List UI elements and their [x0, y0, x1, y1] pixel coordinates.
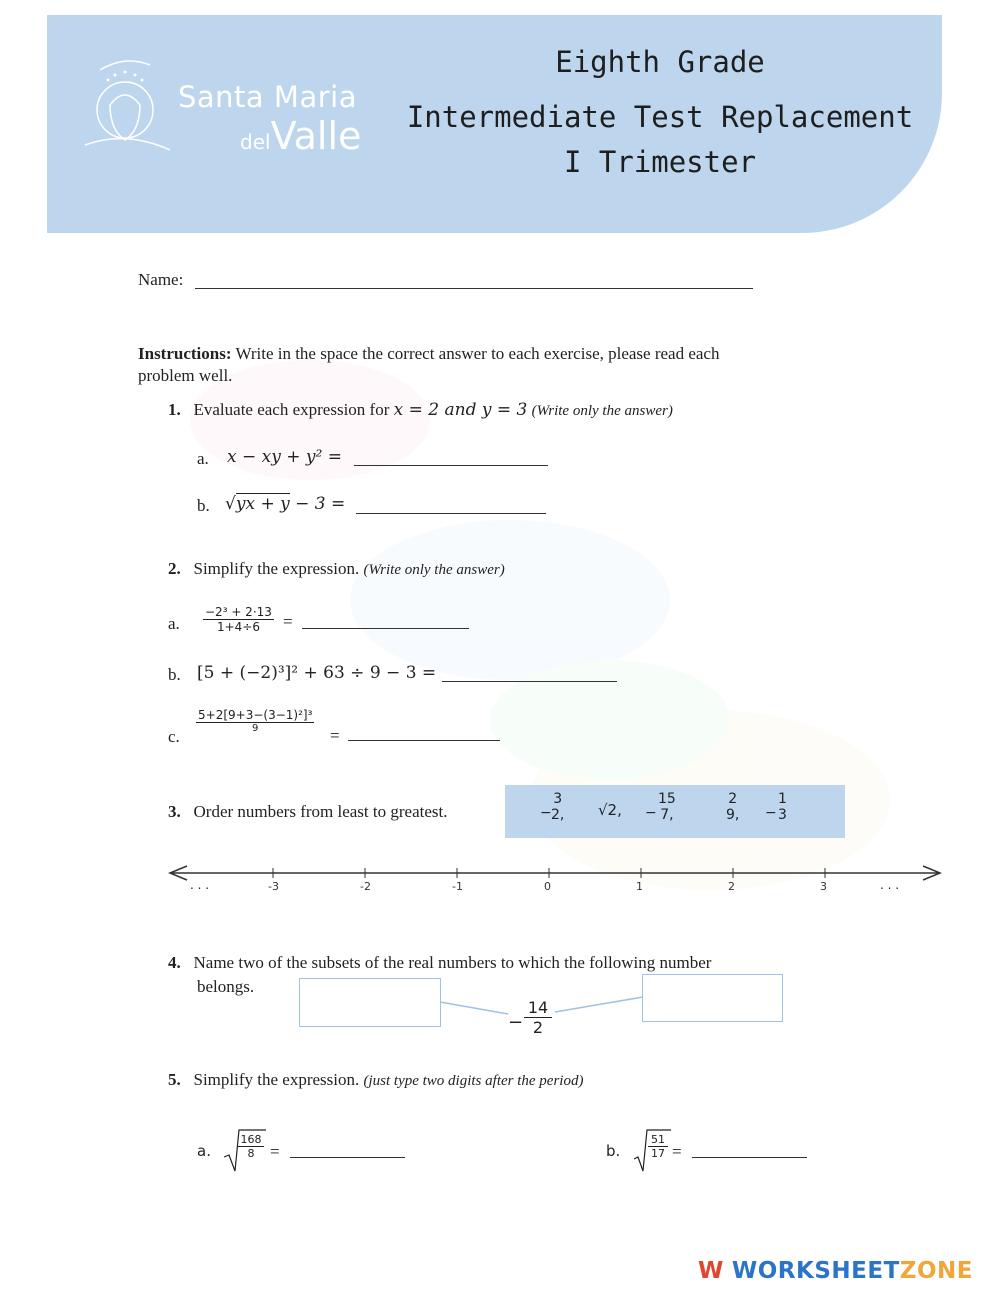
q2a-numerator: −2³ + 2·13 [205, 605, 272, 619]
q2a-answer-field[interactable] [302, 628, 469, 629]
q2-note: (Write only the answer) [363, 562, 505, 578]
q1b-tail: − 3 = [295, 494, 346, 514]
order-number-sign: − [645, 805, 657, 821]
q2b-label: b. [168, 665, 181, 684]
q2a-fraction [203, 605, 274, 634]
q5b-numerator: 51 [648, 1133, 668, 1147]
worksheetzone-logo[interactable] [698, 1258, 973, 1284]
school-del: del [240, 130, 271, 154]
order-number-denominator: 9, [726, 807, 740, 823]
q2a-label: a. [168, 614, 180, 633]
number-line-ellipsis-left: . . . [190, 878, 210, 892]
order-number-sign: − [540, 805, 552, 821]
order-number-numerator: 1 [778, 791, 787, 807]
q5-heading [168, 1070, 583, 1090]
q2a-denominator: 1+4÷6 [216, 620, 260, 634]
order-number-fraction [551, 791, 564, 823]
q4-answer-box-1[interactable] [299, 978, 441, 1027]
order-number-denominator: 2, [551, 807, 565, 823]
order-number-sign: − [765, 805, 777, 821]
instructions-label: Instructions: [138, 344, 232, 363]
q5b-equals: = [672, 1142, 682, 1161]
q1b-label: b. [197, 496, 210, 515]
worksheetzone-zone: ZONE [899, 1258, 973, 1284]
q5-note: (just type two digits after the period) [363, 1073, 584, 1089]
q1b-radicand: yx + y [235, 494, 290, 514]
order-number-denominator: 3 [778, 807, 787, 823]
q4-numerator: 14 [524, 998, 552, 1018]
q2b-expression: [5 + (−2)³]² + 63 ÷ 9 − 3 = [197, 663, 437, 683]
q2c-label: c. [168, 727, 180, 746]
q2-number: 2. [168, 559, 181, 578]
q1-note: (Write only the answer) [531, 403, 673, 419]
q1-condition: x = 2 and y = 3 [393, 400, 528, 420]
q4-text-2: belongs. [197, 977, 255, 996]
order-number-sqrt: √2, [598, 801, 622, 819]
q1a-label: a. [197, 449, 209, 468]
q5a-denominator: 8 [247, 1147, 255, 1160]
q1-heading [168, 400, 673, 420]
q2-text: Simplify the expression. [193, 559, 360, 578]
q1-number: 1. [168, 400, 181, 419]
order-number-fraction [776, 791, 789, 823]
q2c-numerator: 5+2[9+3−(3−1)²]³ [198, 708, 313, 722]
number-line-tick-label: -1 [452, 880, 463, 893]
q4-text: Name two of the subsets of the real numbers to which the following number [193, 953, 712, 972]
number-line[interactable] [165, 858, 945, 898]
instructions-text: Write in the space the correct answer to each exercise, please read each [235, 344, 720, 363]
q2c-answer-field[interactable] [348, 740, 500, 741]
q2-heading [168, 559, 505, 579]
q4-sign: − [508, 1012, 524, 1033]
name-field[interactable] [195, 288, 753, 289]
order-number-denominator: 7, [660, 807, 674, 823]
q4-number: 4. [168, 953, 181, 972]
q3-heading [168, 802, 447, 822]
school-name-valle [240, 114, 361, 158]
order-number-numerator: 15 [658, 791, 676, 807]
worksheetzone-main: WORKSHEET [731, 1258, 900, 1284]
q1-text: Evaluate each expression for [193, 400, 390, 419]
q2c-equals: = [330, 726, 340, 745]
number-line-tick-label: 3 [820, 880, 827, 893]
instructions-text-2: problem well. [138, 366, 233, 385]
q3-text: Order numbers from least to greatest. [193, 802, 448, 821]
school-name: Santa Maria [178, 80, 357, 114]
q5a-equals: = [270, 1142, 280, 1161]
q5a-label: a. [197, 1142, 211, 1160]
name-label: Name: [138, 270, 184, 289]
worksheetzone-w-icon: W [698, 1258, 724, 1284]
q2b-answer-field[interactable] [442, 681, 617, 682]
q5-text: Simplify the expression. [193, 1070, 360, 1089]
q1b-expression: √yx + y − 3 = [225, 494, 346, 514]
q5-number: 5. [168, 1070, 181, 1089]
order-number-fraction [656, 791, 678, 823]
order-number-numerator: 2 [728, 791, 738, 807]
q1a-expression: x − xy + y² = [227, 447, 342, 467]
title-grade: Eighth Grade [555, 45, 765, 79]
number-line-tick-label: -3 [268, 880, 279, 893]
q5b-denominator: 17 [651, 1147, 665, 1160]
q4-answer-box-2[interactable] [642, 974, 783, 1022]
order-number-fraction [726, 791, 739, 823]
number-line-ellipsis-right: . . . [880, 878, 900, 892]
q5a-fraction [238, 1133, 264, 1160]
school-valle: Valle [270, 114, 362, 158]
q2c-denominator: 9 [252, 723, 259, 734]
q4-fraction [524, 998, 552, 1037]
q2a-equals: = [283, 612, 293, 631]
title-trimester: I Trimester [563, 145, 757, 179]
q5b-answer-field[interactable] [692, 1157, 807, 1158]
number-line-tick-label: -2 [360, 880, 371, 893]
number-line-tick-label: 2 [728, 880, 735, 893]
q1b-answer-field[interactable] [356, 513, 546, 514]
q5b-fraction [648, 1133, 668, 1160]
q5a-answer-field[interactable] [290, 1157, 405, 1158]
q4-denominator: 2 [532, 1018, 544, 1037]
number-line-tick-label: 1 [636, 880, 643, 893]
q5b-label: b. [606, 1142, 621, 1160]
q1a-answer-field[interactable] [354, 465, 548, 466]
order-number-numerator: 3 [553, 791, 563, 807]
q3-number: 3. [168, 802, 181, 821]
instructions [138, 343, 838, 387]
number-line-tick-label: 0 [544, 880, 551, 893]
q2c-fraction [196, 708, 314, 734]
title-test: Intermediate Test Replacement [406, 100, 914, 134]
q5a-numerator: 168 [238, 1133, 264, 1147]
